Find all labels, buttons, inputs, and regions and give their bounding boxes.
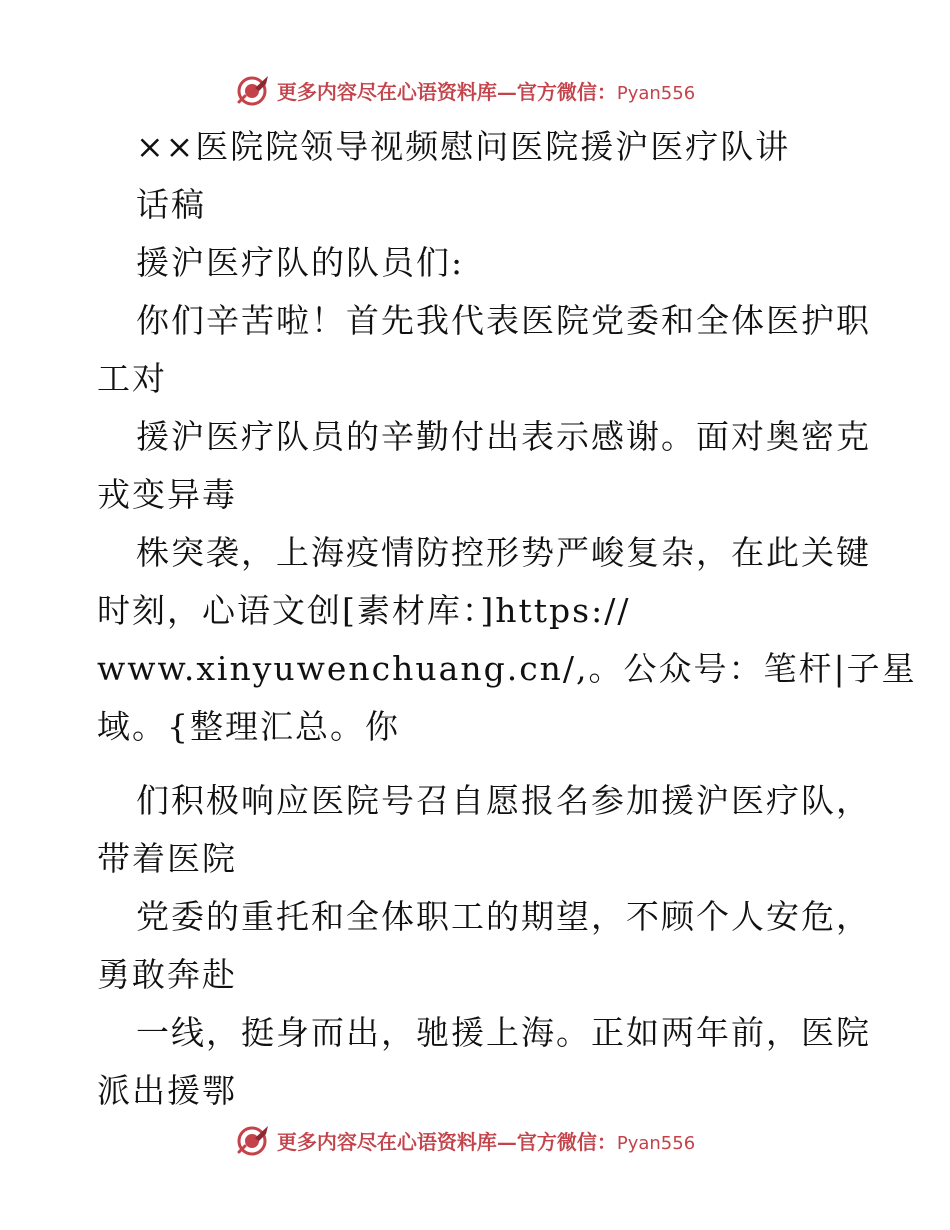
paragraph-line: 工对 [97,359,167,398]
footer-banner-label: 更多内容尽在心语资料库—官方微信： [276,1129,617,1154]
footer-banner-text [277,1126,695,1155]
paragraph-line: 派出援鄂 [97,1071,237,1110]
brand-logo-icon [235,72,271,108]
header-banner-inner [235,72,695,108]
paragraph-line: 援沪医疗队员的辛勤付出表示感谢。面对奥密克 [136,417,871,456]
paragraph-line: 一线，挺身而出，驰援上海。正如两年前，医院 [136,1013,871,1052]
document-title-line-1: ××医院院领导视频慰问医院援沪医疗队讲 [136,127,791,166]
paragraph-line: 域。{整理汇总。你 [97,707,400,746]
paragraph-line: 你们辛苦啦！首先我代表医院党委和全体医护职 [136,301,871,340]
footer-banner [0,1120,950,1160]
paragraph-line: www.xinyuwenchuang.cn/,。公众号：笔杆|子星 [97,649,917,688]
paragraph-line: 株突袭，上海疫情防控形势严峻复杂，在此关键 [136,533,871,572]
footer-banner-inner [235,1122,695,1158]
footer-banner-contact: Pyan556 [616,1132,696,1154]
header-banner-text [277,76,695,105]
paragraph-line: 勇敢奔赴 [97,955,237,994]
paragraph-line: 带着医院 [97,839,237,878]
header-banner [0,70,950,110]
paragraph-line: 党委的重托和全体职工的期望，不顾个人安危， [136,897,871,936]
brand-logo-icon [235,1122,271,1158]
header-banner-contact: Pyan556 [616,82,696,104]
paragraph-line: 时刻，心语文创[素材库：]https:// [97,591,631,630]
header-banner-label: 更多内容尽在心语资料库—官方微信： [276,79,617,104]
salutation: 援沪医疗队的队员们: [136,243,465,282]
paragraph-line: 戎变异毒 [97,475,237,514]
paragraph-line: 们积极响应医院号召自愿报名参加援沪医疗队， [136,781,871,820]
document-title-line-2: 话稿 [136,185,206,224]
